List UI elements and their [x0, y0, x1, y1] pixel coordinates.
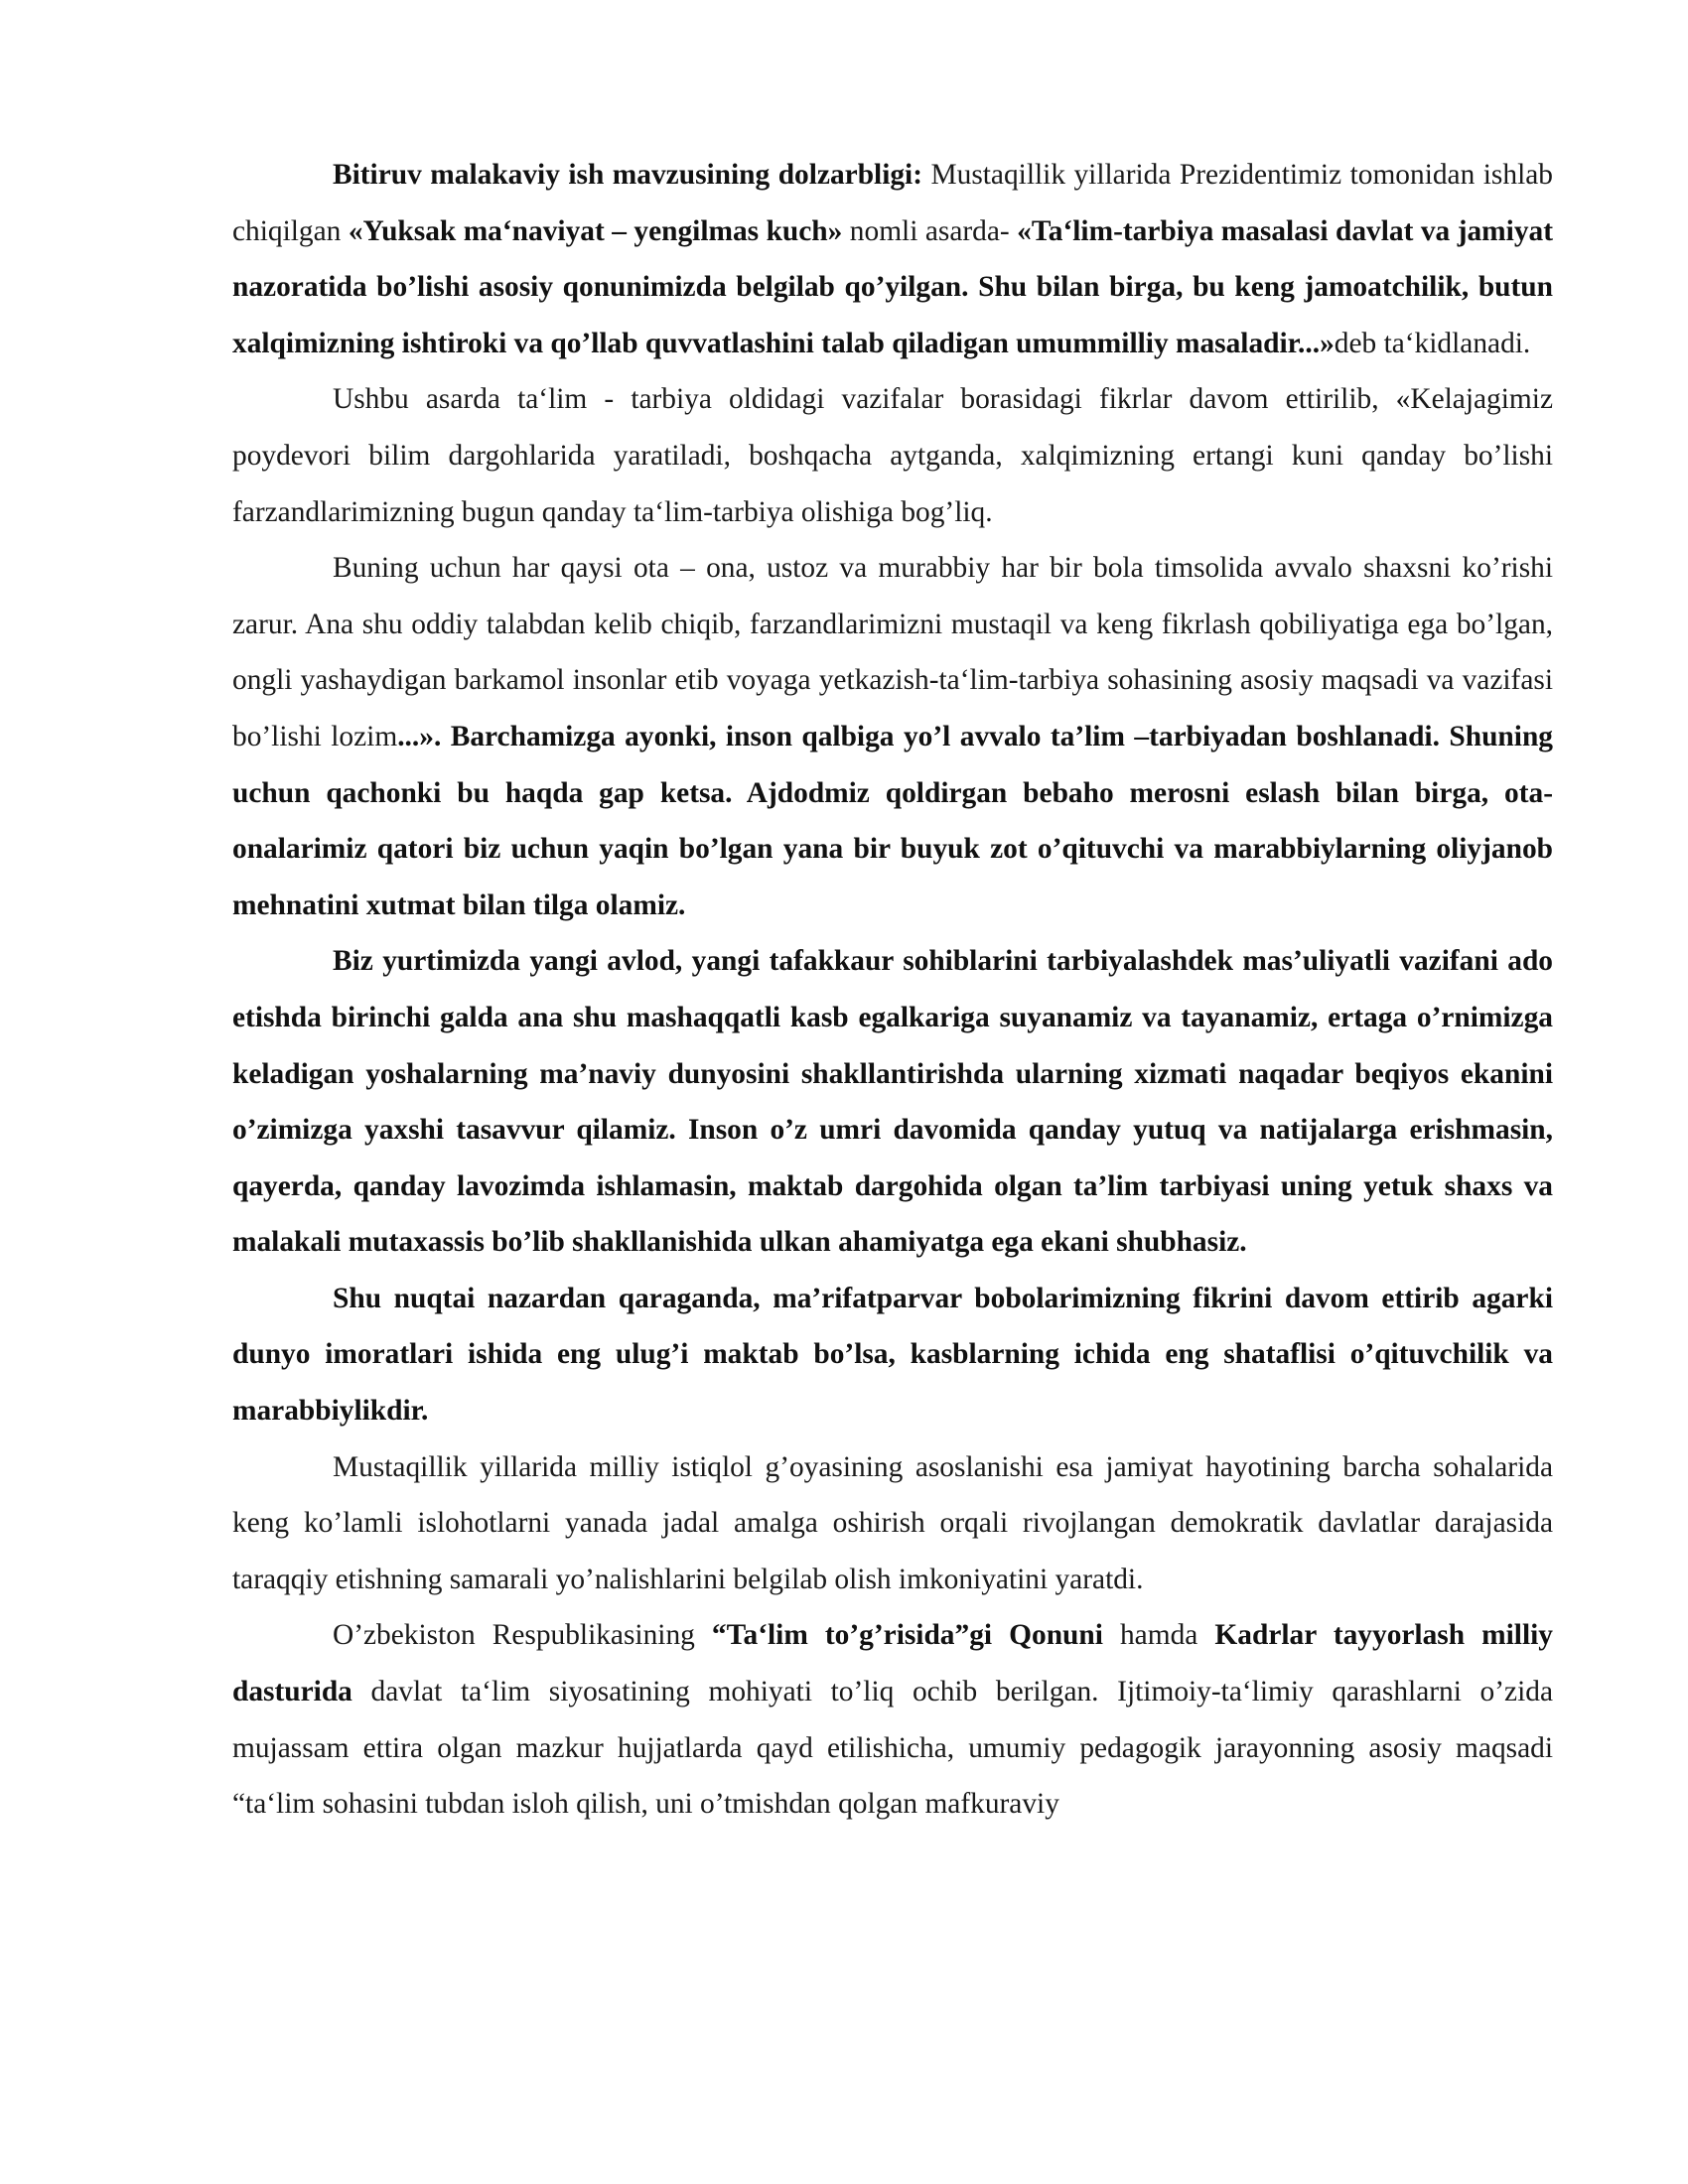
body-text: Ushbu asarda ta‘lim - tarbiya oldidagi vazifalar borasidagi fikrlar davom ettirilib, «Kelajagimiz poydevori bilim dargohlarida yaratiladi, boshqacha aytganda, xalqimizning ertangi kuni qanday bo’lishi farzandlarimizning bugun qanday ta‘lim-tarbiya olishiga bog’liq.: [232, 383, 1553, 528]
paragraph-teachers: [232, 933, 1553, 1271]
law-title: “Ta‘lim to’g’risida”gi Qonuni: [711, 1619, 1103, 1652]
bold-text: Shu nuqtai nazardan qaraganda, ma’rifatparvar bobolarimizning fikrini davom ettirib agarki dunyo imoratlari ishida eng ulug’i maktab bo’lsa, kasblarning ichida eng shataflisi o’qituvchilik va marabbiylikdir.: [232, 1282, 1553, 1428]
paragraph-parents: [232, 540, 1553, 933]
paragraph-relevance: [232, 147, 1553, 371]
body-text: O’zbekiston Respublikasining: [333, 1619, 712, 1652]
section-heading: Bitiruv malakaviy ish mavzusining dolzarbligi:: [333, 159, 923, 191]
paragraph-independence: [232, 1439, 1553, 1608]
body-text: davlat ta‘lim siyosatining mohiyati to’liq ochib berilgan. Ijtimoiy-ta‘limiy qarashlarni o’zida mujassam ettira olgan mazkur hujjatlarda qayd etilishicha, umumiy pedagogik jarayonning asosiy maqsadi “ta‘lim sohasini tubdan isloh qilish, uni o’tmishdan qolgan mafkuraviy: [232, 1676, 1553, 1821]
bold-text: Biz yurtimizda yangi avlod, yangi tafakkaur sohiblarini tarbiyalashdek mas’uliyatli vazifani ado etishda birinchi galda ana shu mashaqqatli kasb egalkariga suyanamiz va tayanamiz, ertaga o’rnimizga keladigan yoshalarning ma’naviy dunyosini shakllantirishda ularning xizmati naqadar beqiyos ekanini o’zimizga yaxshi tasavvur qilamiz. Inson o’z umri davomida qanday yutuq va natijalarga erishmasin, qayerda, qanday lavozimda ishlamasin, maktab dargohida olgan ta’lim tarbiyasi uning yetuk shaxs va malakali mutaxassis bo’lib shakllanishida ulkan ahamiyatga ega ekani shubhasiz.: [232, 945, 1553, 1259]
program-title: Kadrlar tayyorlash milliy dasturida: [232, 1619, 1554, 1708]
body-text: Buning uchun har qaysi ota – ona, ustoz va murabbiy har bir bola timsolida avvalo shaxsni ko’rishi zarur. Ana shu oddiy talabdan kelib chiqib, farzandlarimizni mustaqil va keng fikrlash qobiliyatiga ega bo’lgan, ongli yashaydigan barkamol insonlar etib voyaga yetkazish-ta‘lim-tarbiya sohasining asosiy maqsadi va vazifasi bo’lishi lozim: [232, 552, 1553, 752]
paragraph-tasks: [232, 371, 1553, 540]
bold-text: ...». Barchamizga ayonki, inson qalbiga yo’l avvalo ta’lim –tarbiyadan boshlanadi. Shuning uchun qachonki bu haqda gap ketsa. Ajdodmiz qoldirgan bebaho merosni eslash bilan birga, ota-onalarimiz qatori biz uchun yaqin bo’lgan yana bir buyuk zot o’qituvchi va marabbiylarning oliyjanob mehnatini xutmat bilan tilga olamiz.: [232, 720, 1553, 921]
body-text: nomli asarda-: [842, 214, 1018, 247]
bold-quote: «Ta‘lim-tarbiya masalasi davlat va jamiyat nazoratida bo’lishi asosiy qonunimizda belgilab qo’yilgan. Shu bilan birga, bu keng jamoatchilik, butun xalqimizning ishtiroki va qo’llab quvvatlashini talab qiladigan umummilliy masaladir...»: [232, 214, 1554, 359]
book-title: «Yuksak ma‘naviyat – yengilmas kuch»: [348, 214, 843, 247]
body-text: deb ta‘kidlanadi.: [1334, 327, 1531, 359]
body-text: Mustaqillik yillarida Prezidentimiz tomonidan ishlab chiqilgan: [232, 159, 1553, 247]
body-text: Mustaqillik yillarida milliy istiqlol g’oyasining asoslanishi esa jamiyat hayotining barcha sohalarida keng ko’lamli islohotlarni yanada jadal amalga oshirish orqali rivojlangan demokratik davlatlar darajasida taraqqiy etishning samarali yo’nalishlarini belgilab olish imkoniyatini yaratdi.: [232, 1450, 1553, 1595]
paragraph-school: [232, 1271, 1553, 1439]
paragraph-law: [232, 1607, 1553, 1832]
body-text: hamda: [1102, 1619, 1215, 1652]
document-page: [232, 147, 1553, 1833]
